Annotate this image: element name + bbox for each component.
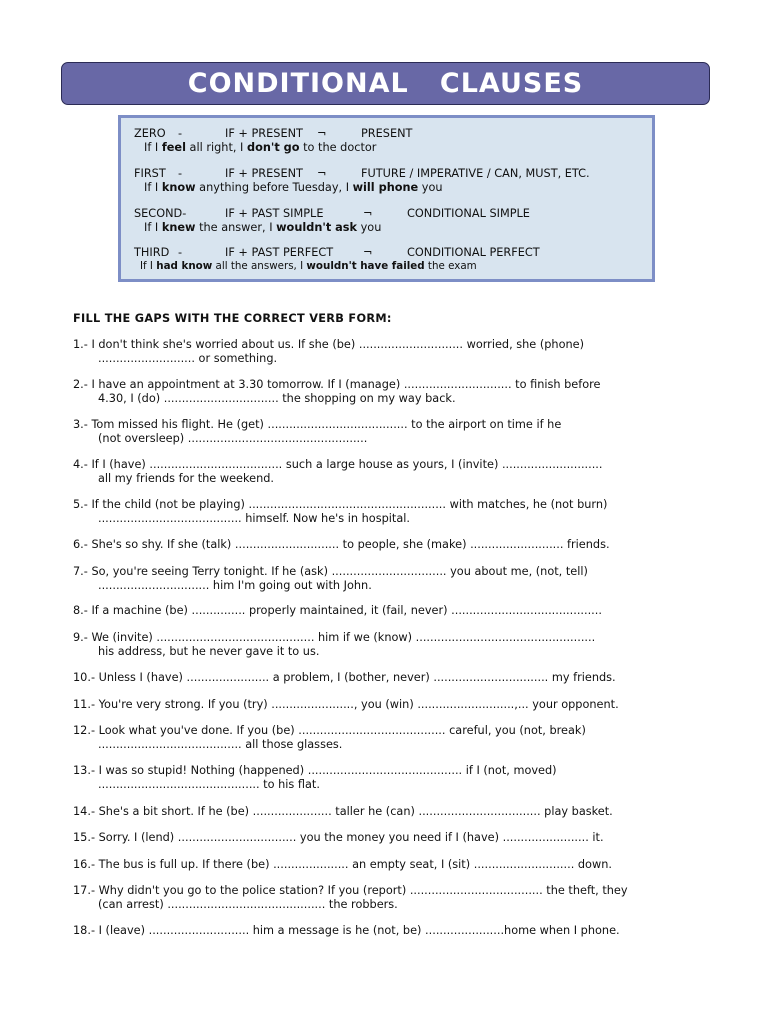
exercise-line: 13.- I was so stupid! Nothing (happened) ........................................... if I (not, moved) xyxy=(73,764,557,777)
exercise-item xyxy=(73,565,673,592)
example-verb: wouldn't have failed xyxy=(306,260,425,272)
example-text: all the answers, I xyxy=(212,260,307,272)
rule-type: ZERO xyxy=(134,127,166,140)
rule-type: FIRST xyxy=(134,167,166,180)
exercise-line: 8.- If a machine (be) ............... properly maintained, it (fail, never) .......................................... xyxy=(73,604,602,617)
exercise-line: 3.- Tom missed his flight. He (get) ....................................... to the airport on time if he xyxy=(73,418,562,431)
exercise-line: 11.- You're very strong. If you (try) ......................., you (win) ...........................,... your opponent. xyxy=(73,698,619,711)
exercise-line-continued: ........................... or something. xyxy=(98,351,278,365)
exercise-line-continued: 4.30, I (do) ................................ the shopping on my way back. xyxy=(98,391,456,405)
exercise-line-continued: ........................................ all those glasses. xyxy=(98,737,343,751)
exercise-line: 10.- Unless I (have) ....................... a problem, I (bother, never) ................................ my friends. xyxy=(73,671,616,684)
rule-example xyxy=(131,181,443,194)
rule-result: PRESENT xyxy=(361,127,413,140)
exercise-line-continued: his address, but he never gave it to us. xyxy=(98,644,320,658)
example-text: the answer, I xyxy=(195,221,277,234)
exercise-item xyxy=(73,764,673,791)
rule-example xyxy=(131,260,477,273)
rule-third xyxy=(131,246,540,273)
example-text: you xyxy=(418,181,443,194)
title-banner xyxy=(61,62,710,105)
example-text: If I xyxy=(144,181,162,194)
rule-condition: IF + PRESENT xyxy=(225,167,303,180)
rule-arrow: ¬ xyxy=(363,207,373,220)
exercise-item xyxy=(73,418,673,445)
example-text: all right, I xyxy=(185,141,247,154)
rule-condition: IF + PAST PERFECT xyxy=(225,246,334,259)
example-verb: wouldn't ask xyxy=(276,221,358,234)
rule-result: CONDITIONAL PERFECT xyxy=(407,246,540,259)
exercise-line: 4.- If I (have) ..................................... such a large house as yours, I (invite) ............................ xyxy=(73,458,603,471)
rule-dash: - xyxy=(178,167,183,180)
rule-dash: - xyxy=(178,127,183,140)
exercise-line: 6.- She's so shy. If she (talk) ............................. to people, she (make) .......................... friends. xyxy=(73,538,610,551)
exercise-line: 2.- I have an appointment at 3.30 tomorrow. If I (manage) .............................. to finish before xyxy=(73,378,601,391)
example-text: If I xyxy=(144,221,162,234)
rule-type: THIRD xyxy=(134,246,170,259)
exercise-line: 16.- The bus is full up. If there (be) ..................... an empty seat, I (sit) ............................ down. xyxy=(73,858,612,871)
exercise-line: 5.- If the child (not be playing) ....................................................... with matches, he (not burn) xyxy=(73,498,608,511)
exercise-item xyxy=(73,724,673,751)
rule-second xyxy=(131,207,530,234)
example-text: you xyxy=(357,221,382,234)
exercise-item xyxy=(73,805,673,819)
rule-condition: IF + PRESENT xyxy=(225,127,303,140)
exercise-line-continued: (can arrest) ............................................ the robbers. xyxy=(98,897,398,911)
exercise-line-continued: all my friends for the weekend. xyxy=(98,471,274,485)
exercise-item xyxy=(73,631,673,658)
page-title: CONDITIONAL CLAUSES xyxy=(187,68,584,99)
exercise-item xyxy=(73,378,673,405)
exercise-item xyxy=(73,338,673,365)
rule-arrow: ¬ xyxy=(317,127,327,140)
rule-arrow: ¬ xyxy=(363,246,373,259)
exercise-line: 1.- I don't think she's worried about us. If she (be) ............................. worried, she (phone) xyxy=(73,338,585,351)
exercise-item xyxy=(73,498,673,525)
rules-box xyxy=(118,115,655,282)
exercise-item xyxy=(73,858,673,872)
exercise-item xyxy=(73,831,673,845)
rule-result: CONDITIONAL SIMPLE xyxy=(407,207,530,220)
example-text: If I xyxy=(144,141,162,154)
example-text: to the doctor xyxy=(299,141,377,154)
instruction-heading: FILL THE GAPS WITH THE CORRECT VERB FORM: xyxy=(73,312,392,325)
exercise-line-continued: ............................................. to his flat. xyxy=(98,777,320,791)
rule-type: SECOND- xyxy=(134,207,187,220)
rule-example xyxy=(131,221,381,234)
example-verb: feel xyxy=(161,141,186,154)
example-text: anything before Tuesday, I xyxy=(195,181,353,194)
exercise-item xyxy=(73,458,673,485)
exercise-line: 18.- I (leave) ............................ him a message is he (not, be) ......................home when I phone. xyxy=(73,924,620,937)
exercise-line: 7.- So, you're seeing Terry tonight. If he (ask) ................................ you about me, (not, tell) xyxy=(73,565,588,578)
example-verb: knew xyxy=(161,221,196,234)
exercise-line-continued: (not oversleep) .................................................. xyxy=(98,431,368,445)
exercise-item xyxy=(73,924,673,938)
exercise-line-continued: ........................................ himself. Now he's in hospital. xyxy=(98,511,410,525)
example-verb: had know xyxy=(156,260,213,272)
example-verb: will phone xyxy=(352,181,419,194)
rule-first xyxy=(131,167,590,194)
rule-condition: IF + PAST SIMPLE xyxy=(225,207,324,220)
exercise-line: 14.- She's a bit short. If he (be) ...................... taller he (can) .................................. play basket. xyxy=(73,805,613,818)
rule-zero xyxy=(131,127,413,154)
exercise-item xyxy=(73,604,673,618)
example-verb: know xyxy=(161,181,196,194)
exercise-line: 9.- We (invite) ............................................ him if we (know) .................................................. xyxy=(73,631,596,644)
exercise-item xyxy=(73,538,673,552)
rule-example xyxy=(131,141,376,154)
exercise-line: 17.- Why didn't you go to the police station? If you (report) ..................................... the theft, they xyxy=(73,884,628,897)
exercise-line-continued: ............................... him I'm going out with John. xyxy=(98,578,372,592)
exercise-item xyxy=(73,698,673,712)
exercise-item xyxy=(73,671,673,685)
exercise-line: 15.- Sorry. I (lend) ................................. you the money you need if I (have) ........................ it. xyxy=(73,831,604,844)
example-verb: don't go xyxy=(246,141,300,154)
example-text: If I xyxy=(140,260,157,272)
rule-dash: - xyxy=(178,246,183,259)
rule-result: FUTURE / IMPERATIVE / CAN, MUST, ETC. xyxy=(361,167,590,180)
example-text: the exam xyxy=(424,260,477,272)
exercise-item xyxy=(73,884,673,911)
rule-arrow: ¬ xyxy=(317,167,327,180)
exercise-line: 12.- Look what you've done. If you (be) ......................................... careful, you (not, break) xyxy=(73,724,586,737)
